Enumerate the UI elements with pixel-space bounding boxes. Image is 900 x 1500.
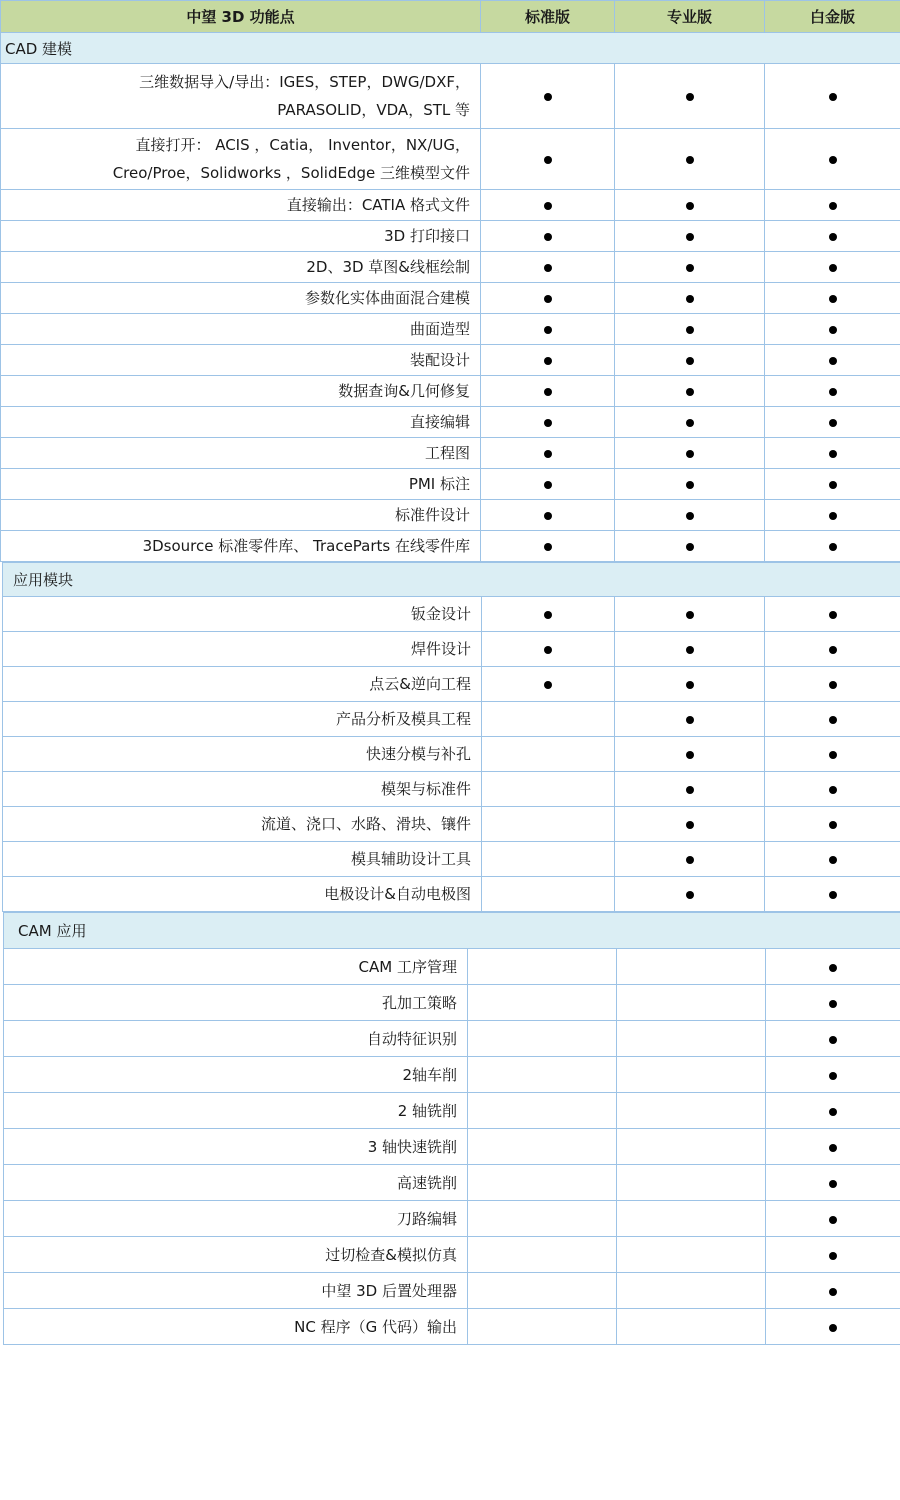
- bullet-dot-icon: [544, 357, 552, 365]
- availability-plat: [765, 877, 900, 912]
- availability-pro: [615, 64, 765, 129]
- table-row: [1, 531, 900, 562]
- availability-std: [482, 702, 615, 737]
- bullet-dot-icon: [544, 681, 552, 689]
- availability-std: [468, 1057, 617, 1093]
- availability-std: [481, 190, 615, 221]
- availability-plat: [765, 772, 900, 807]
- availability-plat: [765, 702, 900, 737]
- availability-std: [481, 252, 615, 283]
- feature-name-line: Creo/Proe，Solidworks ，SolidEdge 三维模型文件: [112, 164, 470, 182]
- section-row-cam: [4, 913, 900, 949]
- availability-std: [481, 64, 615, 129]
- bullet-dot-icon: [829, 646, 837, 654]
- availability-plat: [766, 1021, 900, 1057]
- bullet-dot-icon: [829, 1288, 837, 1296]
- availability-plat: [765, 469, 900, 500]
- bullet-dot-icon: [544, 202, 552, 210]
- feature-name: 2 轴铣削: [4, 1093, 468, 1129]
- availability-pro: [615, 314, 765, 345]
- feature-name: 模架与标准件: [3, 772, 482, 807]
- feature-name: 孔加工策略: [4, 985, 468, 1021]
- bullet-dot-icon: [544, 156, 552, 164]
- header-standard: 标准版: [481, 1, 615, 33]
- bullet-dot-icon: [829, 326, 837, 334]
- table-row: [1, 252, 900, 283]
- availability-plat: [766, 1129, 900, 1165]
- bullet-dot-icon: [544, 233, 552, 241]
- availability-pro: [615, 737, 765, 772]
- bullet-dot-icon: [686, 326, 694, 334]
- feature-name: 中望 3D 后置处理器: [4, 1273, 468, 1309]
- feature-table-cad: [0, 0, 900, 562]
- bullet-dot-icon: [829, 786, 837, 794]
- feature-name: 直接输出：CATIA 格式文件: [1, 190, 481, 221]
- feature-name: 钣金设计: [3, 597, 482, 632]
- feature-name: 2D、3D 草图&线框绘制: [1, 252, 481, 283]
- bullet-dot-icon: [686, 388, 694, 396]
- availability-plat: [766, 1057, 900, 1093]
- bullet-dot-icon: [829, 233, 837, 241]
- availability-pro: [615, 702, 765, 737]
- availability-std: [468, 1129, 617, 1165]
- bullet-dot-icon: [686, 611, 694, 619]
- table-row: [3, 772, 900, 807]
- feature-name: 标准件设计: [1, 500, 481, 531]
- bullet-dot-icon: [829, 1072, 837, 1080]
- table-row: [4, 1273, 900, 1309]
- bullet-dot-icon: [829, 1108, 837, 1116]
- availability-plat: [765, 531, 900, 562]
- availability-std: [481, 345, 615, 376]
- table-row: [1, 221, 900, 252]
- table-row: [4, 1165, 900, 1201]
- availability-std: [468, 949, 617, 985]
- availability-pro: [615, 129, 765, 190]
- bullet-dot-icon: [829, 93, 837, 101]
- bullet-dot-icon: [686, 233, 694, 241]
- feature-name: 3Dsource 标准零件库、 TraceParts 在线零件库: [1, 531, 481, 562]
- availability-plat: [765, 283, 900, 314]
- availability-plat: [765, 807, 900, 842]
- feature-name-line: 三维数据导入/导出：IGES，STEP，DWG/DXF，: [139, 73, 470, 91]
- table-row: [4, 1201, 900, 1237]
- availability-plat: [766, 985, 900, 1021]
- availability-pro: [615, 877, 765, 912]
- availability-pro: [617, 1273, 766, 1309]
- bullet-dot-icon: [829, 1324, 837, 1332]
- table-row: [1, 314, 900, 345]
- feature-name: NC 程序（G 代码）输出: [4, 1309, 468, 1345]
- table-row: [4, 1057, 900, 1093]
- availability-pro: [615, 597, 765, 632]
- availability-pro: [617, 1093, 766, 1129]
- availability-plat: [765, 64, 900, 129]
- bullet-dot-icon: [686, 646, 694, 654]
- bullet-dot-icon: [544, 611, 552, 619]
- bullet-dot-icon: [829, 295, 837, 303]
- table-row: [4, 1021, 900, 1057]
- bullet-dot-icon: [544, 543, 552, 551]
- table-row: [3, 702, 900, 737]
- feature-name: 模具辅助设计工具: [3, 842, 482, 877]
- availability-std: [468, 1093, 617, 1129]
- table-row: [3, 597, 900, 632]
- availability-pro: [615, 283, 765, 314]
- bullet-dot-icon: [829, 450, 837, 458]
- availability-pro: [617, 1129, 766, 1165]
- bullet-dot-icon: [829, 716, 837, 724]
- bullet-dot-icon: [686, 93, 694, 101]
- bullet-dot-icon: [686, 512, 694, 520]
- feature-table-cam: [3, 912, 900, 1345]
- availability-plat: [765, 190, 900, 221]
- bullet-dot-icon: [829, 891, 837, 899]
- bullet-dot-icon: [829, 1180, 837, 1188]
- bullet-dot-icon: [829, 481, 837, 489]
- availability-plat: [766, 1273, 900, 1309]
- feature-name: CAM 工序管理: [4, 949, 468, 985]
- availability-std: [468, 1201, 617, 1237]
- availability-pro: [617, 1021, 766, 1057]
- availability-std: [481, 283, 615, 314]
- availability-std: [482, 667, 615, 702]
- table-row: [1, 129, 900, 190]
- availability-pro: [615, 438, 765, 469]
- availability-pro: [615, 807, 765, 842]
- availability-plat: [765, 345, 900, 376]
- availability-pro: [615, 500, 765, 531]
- feature-name: 工程图: [1, 438, 481, 469]
- feature-name: 自动特征识别: [4, 1021, 468, 1057]
- bullet-dot-icon: [686, 786, 694, 794]
- header-platinum: 白金版: [765, 1, 900, 33]
- availability-pro: [615, 842, 765, 877]
- availability-std: [482, 877, 615, 912]
- feature-name: 直接编辑: [1, 407, 481, 438]
- bullet-dot-icon: [686, 821, 694, 829]
- availability-plat: [766, 1237, 900, 1273]
- availability-plat: [766, 1093, 900, 1129]
- bullet-dot-icon: [686, 357, 694, 365]
- bullet-dot-icon: [829, 388, 837, 396]
- feature-name: 焊件设计: [3, 632, 482, 667]
- availability-pro: [615, 252, 765, 283]
- bullet-dot-icon: [544, 388, 552, 396]
- bullet-dot-icon: [544, 264, 552, 272]
- availability-plat: [765, 667, 900, 702]
- availability-std: [482, 842, 615, 877]
- bullet-dot-icon: [686, 419, 694, 427]
- bullet-dot-icon: [544, 481, 552, 489]
- table-row: [1, 407, 900, 438]
- bullet-dot-icon: [829, 512, 837, 520]
- availability-pro: [615, 531, 765, 562]
- bullet-dot-icon: [829, 964, 837, 972]
- availability-plat: [765, 221, 900, 252]
- bullet-dot-icon: [829, 156, 837, 164]
- feature-name: 产品分析及模具工程: [3, 702, 482, 737]
- feature-name-line: 直接打开： ACIS ，Catia， Inventor，NX/UG，: [135, 136, 470, 154]
- availability-plat: [765, 632, 900, 667]
- table-row: [3, 667, 900, 702]
- availability-pro: [617, 1237, 766, 1273]
- bullet-dot-icon: [829, 611, 837, 619]
- header-professional: 专业版: [615, 1, 765, 33]
- bullet-dot-icon: [686, 543, 694, 551]
- table-row: [3, 842, 900, 877]
- availability-std: [481, 531, 615, 562]
- bullet-dot-icon: [829, 1252, 837, 1260]
- availability-std: [481, 438, 615, 469]
- header-feature: 中望 3D 功能点: [1, 1, 481, 33]
- feature-name-line: PARASOLID，VDA，STL 等: [277, 101, 470, 119]
- bullet-dot-icon: [686, 891, 694, 899]
- feature-name: 点云&逆向工程: [3, 667, 482, 702]
- availability-pro: [615, 772, 765, 807]
- feature-name: 流道、浇口、水路、滑块、镶件: [3, 807, 482, 842]
- feature-name: 装配设计: [1, 345, 481, 376]
- bullet-dot-icon: [544, 326, 552, 334]
- table-row: [1, 469, 900, 500]
- table-row: [1, 376, 900, 407]
- bullet-dot-icon: [829, 1144, 837, 1152]
- availability-std: [482, 807, 615, 842]
- table-row: [1, 64, 900, 129]
- availability-std: [481, 407, 615, 438]
- feature-name: 3D 打印接口: [1, 221, 481, 252]
- table-header-row: [1, 1, 900, 33]
- feature-table-modules: [2, 562, 900, 912]
- feature-name: 参数化实体曲面混合建模: [1, 283, 481, 314]
- feature-name: 过切检查&模拟仿真: [4, 1237, 468, 1273]
- availability-std: [482, 597, 615, 632]
- bullet-dot-icon: [686, 751, 694, 759]
- availability-std: [468, 1021, 617, 1057]
- availability-std: [481, 314, 615, 345]
- availability-pro: [615, 469, 765, 500]
- availability-pro: [615, 345, 765, 376]
- bullet-dot-icon: [544, 419, 552, 427]
- availability-pro: [617, 985, 766, 1021]
- feature-name: 快速分模与补孔: [3, 737, 482, 772]
- availability-pro: [615, 632, 765, 667]
- bullet-dot-icon: [544, 646, 552, 654]
- availability-std: [482, 737, 615, 772]
- availability-pro: [615, 667, 765, 702]
- table-row: [4, 1093, 900, 1129]
- availability-std: [468, 1309, 617, 1345]
- table-row: [3, 807, 900, 842]
- availability-pro: [617, 1057, 766, 1093]
- availability-plat: [765, 500, 900, 531]
- table-row: [3, 737, 900, 772]
- bullet-dot-icon: [829, 202, 837, 210]
- bullet-dot-icon: [544, 512, 552, 520]
- availability-plat: [765, 252, 900, 283]
- availability-pro: [617, 1309, 766, 1345]
- table-row: [4, 1309, 900, 1345]
- availability-pro: [615, 376, 765, 407]
- feature-name: [1, 64, 481, 129]
- bullet-dot-icon: [829, 264, 837, 272]
- availability-pro: [615, 221, 765, 252]
- bullet-dot-icon: [829, 1036, 837, 1044]
- availability-std: [482, 772, 615, 807]
- section-row-modules: [3, 563, 900, 597]
- table-row: [1, 190, 900, 221]
- availability-plat: [765, 438, 900, 469]
- bullet-dot-icon: [829, 856, 837, 864]
- table-row: [1, 345, 900, 376]
- bullet-dot-icon: [829, 357, 837, 365]
- bullet-dot-icon: [544, 93, 552, 101]
- availability-std: [481, 469, 615, 500]
- table-row: [1, 500, 900, 531]
- feature-name: 高速铣削: [4, 1165, 468, 1201]
- availability-plat: [765, 129, 900, 190]
- availability-plat: [765, 314, 900, 345]
- feature-name: 2轴车削: [4, 1057, 468, 1093]
- availability-pro: [617, 949, 766, 985]
- section-title: CAM 应用: [4, 913, 900, 949]
- section-row-cad: [1, 33, 900, 64]
- availability-std: [481, 500, 615, 531]
- bullet-dot-icon: [829, 751, 837, 759]
- availability-std: [481, 376, 615, 407]
- availability-plat: [766, 1309, 900, 1345]
- bullet-dot-icon: [829, 419, 837, 427]
- bullet-dot-icon: [686, 681, 694, 689]
- bullet-dot-icon: [686, 264, 694, 272]
- section-title: CAD 建模: [1, 33, 900, 64]
- availability-pro: [615, 407, 765, 438]
- feature-name: 电极设计&自动电极图: [3, 877, 482, 912]
- section-title: 应用模块: [3, 563, 900, 597]
- bullet-dot-icon: [686, 481, 694, 489]
- table-row: [3, 632, 900, 667]
- availability-std: [481, 221, 615, 252]
- bullet-dot-icon: [829, 681, 837, 689]
- availability-plat: [765, 597, 900, 632]
- bullet-dot-icon: [686, 450, 694, 458]
- availability-plat: [765, 407, 900, 438]
- feature-name: [1, 129, 481, 190]
- feature-name: 曲面造型: [1, 314, 481, 345]
- table-row: [4, 1129, 900, 1165]
- bullet-dot-icon: [686, 202, 694, 210]
- availability-plat: [766, 1165, 900, 1201]
- availability-plat: [765, 376, 900, 407]
- availability-pro: [617, 1165, 766, 1201]
- availability-pro: [617, 1201, 766, 1237]
- bullet-dot-icon: [686, 856, 694, 864]
- table-row: [4, 1237, 900, 1273]
- availability-plat: [765, 842, 900, 877]
- feature-name: 3 轴快速铣削: [4, 1129, 468, 1165]
- table-row: [1, 283, 900, 314]
- feature-name: 数据查询&几何修复: [1, 376, 481, 407]
- availability-plat: [766, 1201, 900, 1237]
- availability-std: [468, 1237, 617, 1273]
- bullet-dot-icon: [829, 543, 837, 551]
- availability-pro: [615, 190, 765, 221]
- availability-plat: [765, 737, 900, 772]
- feature-name: PMI 标注: [1, 469, 481, 500]
- table-row: [1, 438, 900, 469]
- bullet-dot-icon: [686, 156, 694, 164]
- availability-std: [468, 1273, 617, 1309]
- bullet-dot-icon: [829, 1000, 837, 1008]
- availability-std: [468, 1165, 617, 1201]
- availability-std: [468, 985, 617, 1021]
- bullet-dot-icon: [686, 716, 694, 724]
- bullet-dot-icon: [829, 821, 837, 829]
- bullet-dot-icon: [686, 295, 694, 303]
- bullet-dot-icon: [829, 1216, 837, 1224]
- bullet-dot-icon: [544, 295, 552, 303]
- availability-std: [481, 129, 615, 190]
- bullet-dot-icon: [544, 450, 552, 458]
- availability-plat: [766, 949, 900, 985]
- availability-std: [482, 632, 615, 667]
- table-row: [3, 877, 900, 912]
- table-row: [4, 949, 900, 985]
- table-row: [4, 985, 900, 1021]
- feature-name: 刀路编辑: [4, 1201, 468, 1237]
